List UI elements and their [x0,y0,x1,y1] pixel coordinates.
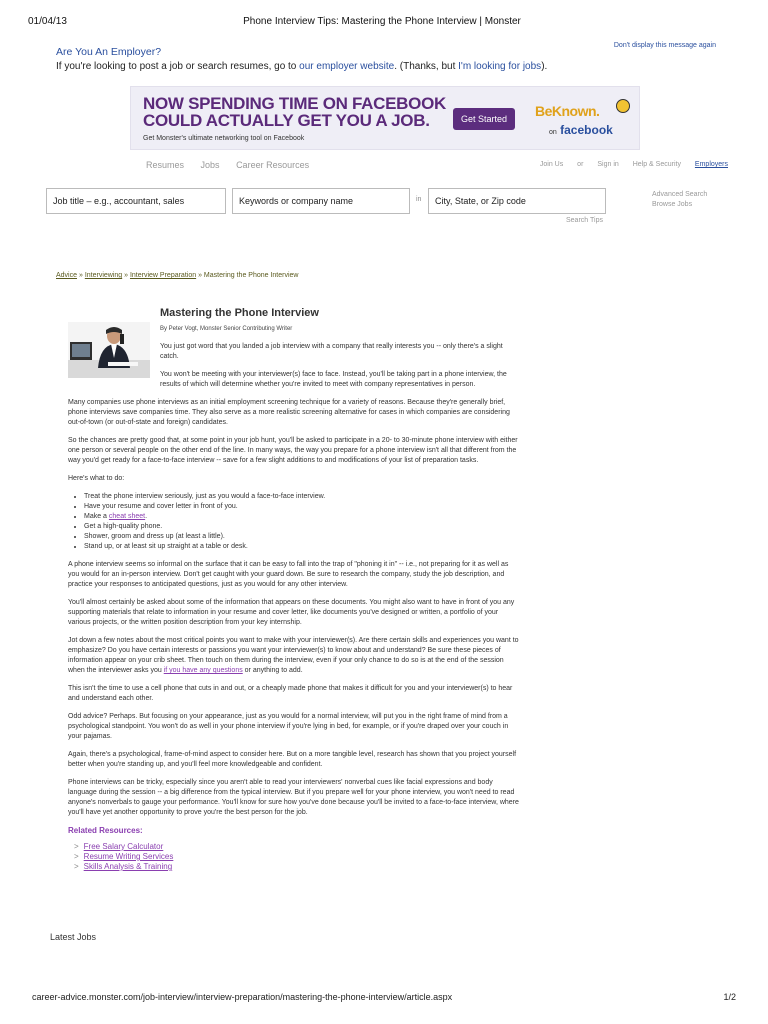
logo-facebook-text: facebook [560,123,613,137]
browse-jobs-link[interactable]: Browse Jobs [652,201,693,208]
main-nav [146,160,323,170]
facebook-ad-banner[interactable] [130,86,640,150]
tips-list-item: • Have your resume and cover letter in front of you. [84,502,520,512]
free-salary-calculator-link[interactable]: Free Salary Calculator [83,842,164,851]
in-label: in [416,196,422,203]
resume-writing-services-link[interactable]: Resume Writing Services [83,852,174,861]
job-title-input[interactable]: Job title – e.g., accountant, sales [46,188,226,214]
employer-prefix: If you're looking to post a job or search resumes, go to [56,61,300,72]
related-resources [68,826,520,872]
related-heading: Related Resources: [68,826,143,835]
banner-subtext: Get Monster's ultimate networking tool on Facebook [143,135,305,142]
employer-website-link[interactable]: our employer website [299,61,395,72]
advanced-search-link[interactable]: Advanced Search [652,191,708,198]
page-number: 1/2 [723,992,736,1002]
banner-headline-2: COULD ACTUALLY GET YOU A JOB. [143,111,430,130]
skills-analysis-link[interactable]: Skills Analysis & Training [83,862,173,871]
tips-list-item: • Stand up, or at least sit up straight at a table or desk. [84,542,520,552]
article-byline: By Peter Vogt, Monster Senior Contributing Writer [160,326,293,332]
nav-resumes[interactable]: Resumes [146,160,185,170]
chevron-right-icon: > [74,862,79,871]
dont-display-link[interactable]: Don't display this message again [613,42,716,49]
help-security-link[interactable]: Help & Security [632,161,681,168]
looking-for-jobs-link[interactable]: I'm looking for jobs [458,61,542,72]
breadcrumb-interviewing[interactable]: Interviewing [84,272,123,279]
article-paragraph: You just got word that you landed a job interview with a company that really interests you -- only there's a slight catch. [160,343,503,360]
article-paragraph: Odd advice? Perhaps. But focusing on your appearance, just as you would for a normal interview, will put you in the right frame of mind from a psychological standpoint. You won't do as well in your phone interview if you're lying in bed, for example, or if you're draped over your couch in your pajamas. [68,713,509,740]
breadcrumb-current: Mastering the Phone Interview [203,272,299,279]
related-item[interactable] [74,842,520,852]
related-item[interactable] [74,852,520,862]
beknown-logo: BeKnown. [535,103,600,119]
tips-list-item [84,512,520,522]
chevron-right-icon: > [74,842,79,851]
chevron-right-icon: > [74,852,79,861]
p8-suffix: or anything to add. [242,667,303,674]
nav-jobs[interactable]: Jobs [200,160,220,170]
location-input[interactable]: City, State, or Zip code [428,188,606,214]
breadcrumb-interview-preparation[interactable]: Interview Preparation [129,272,197,279]
search-links [652,190,707,210]
join-us-link[interactable] [528,161,619,168]
or-text: or [577,161,584,168]
nav-career-resources[interactable]: Career Resources [236,160,310,170]
article-paragraph: Phone interviews can be tricky, especially since you aren't able to read your interviewers' nonverbal cues like facial expressions and body language during the session -- a big difference from the typical interview. But if you prepare well for your phone interview, you won't need to read anyone's nonverbals to gauge your performance. You'll know for sure how you've done because you'll be invited to a face-to-face interview, where you'll have yet another opportunity to prove you're the best person for the job. [68,779,519,816]
employer-message [56,61,547,72]
cheat-sheet-link[interactable]: cheat sheet [108,513,146,520]
breadcrumb-advice[interactable]: Advice [56,272,78,279]
article-paragraph: A phone interview seems so informal on the surface that it can be easy to fall into the trap of "phoning it in" -- i.e., not preparing for it as well as you would for an in-person interview. Don't get caught with your guard down. Be sure to research the company, study the job description, and practice your responses to anticipated questions, just as you would for any other interview. [68,561,509,588]
print-page-title: Phone Interview Tips: Mastering the Phone Interview | Monster [243,16,521,27]
related-list [74,842,520,872]
make-suffix: . [145,513,148,520]
breadcrumb-sep: » [196,272,204,279]
page-url: career-advice.monster.com/job-interview/interview-preparation/mastering-the-phone-interview/article.aspx [32,992,453,1002]
article-paragraph [68,636,520,676]
print-header [28,16,736,30]
get-started-button[interactable]: Get Started [453,108,515,130]
employer-notice [56,46,547,72]
banner-headline-1: NOW SPENDING TIME ON FACEBOOK [143,94,446,113]
article-paragraph: You'll almost certainly be asked about some of the information that appears on these documents. You might also want to have in front of you any supporting materials that relate to information in your resume and cover letter, like documents you've designed or written, a portfolio of your various projects, or the written position description from your key internship. [68,599,515,626]
account-nav [516,161,728,168]
join-text[interactable]: Join Us [539,161,564,168]
bee-icon [616,99,630,113]
employer-middle: . (Thanks, but [394,61,459,72]
employer-suffix: ). [541,61,548,72]
breadcrumb-sep: » [77,272,85,279]
article-paragraph: Again, there's a psychological, frame-of-mind aspect to consider here. But on a more tangible level, research has shown that you project yourself better when you're standing up, and you'll feel more knowledgeable and confident. [68,751,517,768]
article-paragraph: This isn't the time to use a cell phone that cuts in and out, or a cheaply made phone that makes it difficult for you and your interviewer(s) to hear and understand each other. [68,685,513,702]
p8-prefix: Jot down a few notes about the most critical points you want to make with your interviewer(s). Are there certain skills and experiences you want to emphasize? Do you have certain interests or passions you want your interviewer(s) to know about and understand? Be sure these pieces of information appear on your crib sheet. Then touch on them during the interview, even if your only chance to do so is at the end of the session when the interviewer asks you [68,637,519,674]
make-prefix: Make a [84,513,109,520]
facebook-logo [549,123,613,137]
tips-list [84,492,520,552]
questions-link[interactable]: if you have any questions [163,667,243,674]
tips-list-item: • Treat the phone interview seriously, just as you would a face-to-face interview. [84,492,520,502]
latest-jobs-heading: Latest Jobs [50,932,97,942]
logo-on-text: on [549,129,557,136]
employers-link[interactable]: Employers [694,161,728,168]
breadcrumb [56,272,298,279]
print-date: 01/04/13 [28,16,67,27]
search-tips-link[interactable]: Search Tips [566,217,603,224]
keywords-input[interactable]: Keywords or company name [232,188,410,214]
related-item[interactable] [74,862,520,872]
tips-list-item: • Get a high-quality phone. [84,522,520,532]
article-paragraph: So the chances are pretty good that, at some point in your job hunt, you'll be asked to participate in a 20- to 30-minute phone interview with either one person or several people on the other end of the line. In many ways, the way you prepare for a phone interview isn't all that different from the way you'd get ready for a face-to-face interview -- save for a few slight additions to and modifications of your list of preparation tasks. [68,437,518,464]
employer-heading: Are You An Employer? [56,46,162,58]
tips-list-item: • Shower, groom and dress up (at least a little). [84,532,520,542]
sign-in-link[interactable]: Sign in [597,161,619,168]
article-paragraph: Here's what to do: [68,475,125,482]
article-title: Mastering the Phone Interview [160,307,319,319]
article-paragraph: Many companies use phone interviews as an initial employment screening technique for a variety of reasons. Because they're generally brief, phone interviews save companies time. They also serve as a more realistic screening alternative for cases in which companies are considering out-of-town (or out-of-state and foreign) candidates. [68,399,510,426]
article-paragraph: You won't be meeting with your interviewer(s) face to face. Instead, you'll be taking part in a phone interview, the results of which will determine whether you're invited to meet with company representatives in person. [160,371,507,388]
breadcrumb-sep: » [122,272,130,279]
article-body [68,308,520,880]
